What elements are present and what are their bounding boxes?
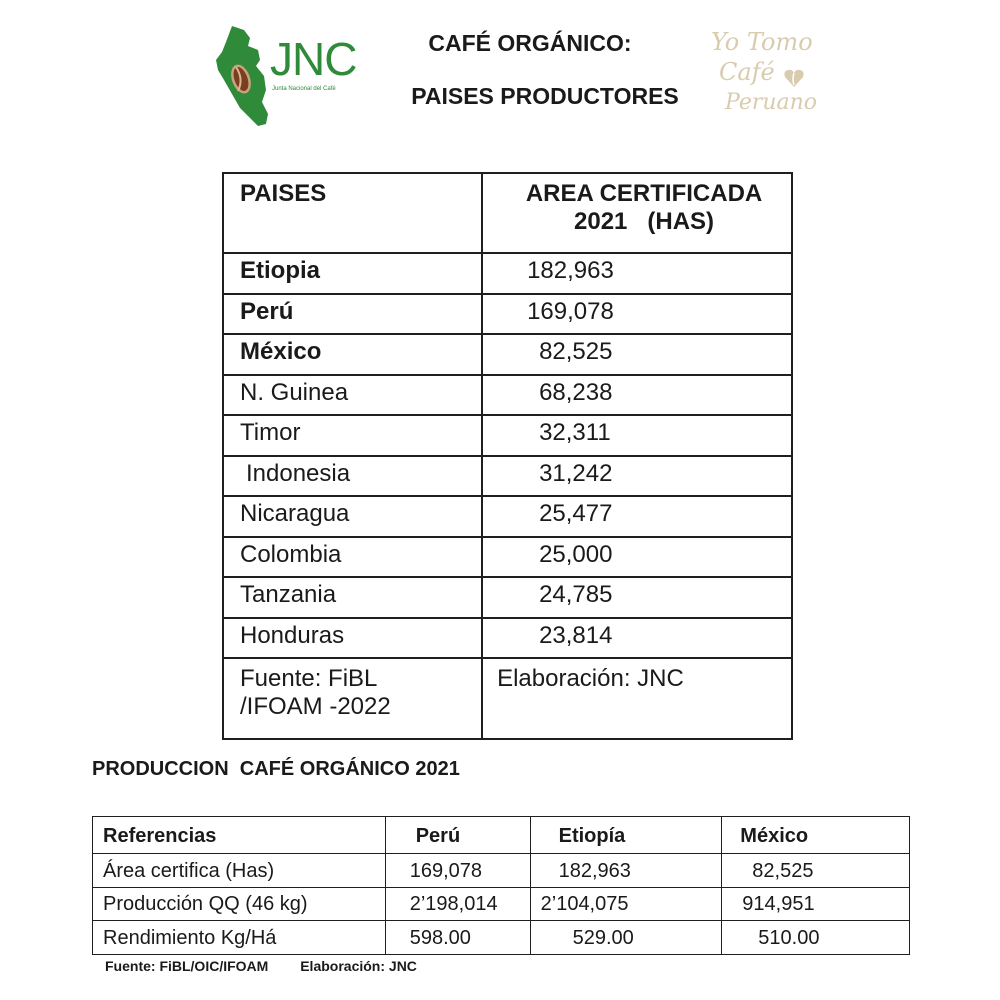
country-cell: Nicaragua — [223, 496, 482, 537]
logo-line-2: Café — [719, 58, 775, 86]
area-cell: 182,963 — [482, 253, 792, 294]
header-countries: PAISES — [223, 173, 482, 253]
peru-map-icon — [214, 24, 274, 128]
peru-value: 2’198,014 — [385, 887, 530, 921]
table-row — [93, 921, 910, 955]
table-footer-row — [223, 658, 792, 739]
country-cell: N. Guinea — [223, 375, 482, 416]
ethiopia-value: 182,963 — [530, 854, 722, 888]
table-row — [223, 618, 792, 659]
table-row — [223, 253, 792, 294]
area-cell: 25,000 — [482, 537, 792, 578]
coffee-bean-heart-icon — [783, 68, 805, 88]
area-cell: 24,785 — [482, 577, 792, 618]
table-row — [223, 334, 792, 375]
country-cell: México — [223, 334, 482, 375]
jnc-logo-subtitle: Junta Nacional del Café — [272, 86, 336, 92]
credit-cell: Elaboración: JNC — [482, 658, 792, 739]
area-cell: 82,525 — [482, 334, 792, 375]
header-mexico: México — [722, 817, 910, 854]
mexico-value: 914,951 — [722, 887, 910, 921]
footnote-source: Fuente: FiBL/OIC/IFOAM — [105, 958, 269, 974]
country-cell: Tanzania — [223, 577, 482, 618]
table-row — [223, 456, 792, 497]
logo-line-3: Peruano — [725, 90, 818, 115]
title-line-1: CAFÉ ORGÁNICO: — [428, 30, 632, 56]
ethiopia-value: 529.00 — [530, 921, 722, 955]
source-cell: Fuente: FiBL /IFOAM -2022 — [223, 658, 482, 739]
table-row — [223, 415, 792, 456]
country-cell: Indonesia — [223, 456, 482, 497]
header-ethiopia: Etiopía — [530, 817, 722, 854]
area-cell: 32,311 — [482, 415, 792, 456]
reference-cell: Área certifica (Has) — [93, 854, 386, 888]
area-cell: 169,078 — [482, 294, 792, 335]
area-cell: 25,477 — [482, 496, 792, 537]
production-title: PRODUCCION CAFÉ ORGÁNICO 2021 — [92, 758, 460, 780]
country-cell: Colombia — [223, 537, 482, 578]
jnc-logo — [214, 24, 364, 128]
table-row — [223, 577, 792, 618]
mexico-value: 510.00 — [722, 921, 910, 955]
country-cell: Perú — [223, 294, 482, 335]
country-cell: Etiopia — [223, 253, 482, 294]
table-row — [223, 375, 792, 416]
production-footnote — [105, 958, 417, 974]
table-header-row — [93, 817, 910, 854]
ethiopia-value: 2’104,075 — [530, 887, 722, 921]
area-cell: 23,814 — [482, 618, 792, 659]
table-row — [93, 854, 910, 888]
jnc-logo-text: JNC — [270, 33, 357, 85]
area-cell: 68,238 — [482, 375, 792, 416]
production-table — [92, 816, 910, 955]
logo-line-1: Yo Tomo — [711, 28, 813, 56]
header-references: Referencias — [93, 817, 386, 854]
countries-area-table — [222, 172, 793, 740]
table-row — [223, 537, 792, 578]
peru-value: 169,078 — [385, 854, 530, 888]
table-row — [223, 294, 792, 335]
country-cell: Honduras — [223, 618, 482, 659]
reference-cell: Rendimiento Kg/Há — [93, 921, 386, 955]
page-title — [380, 30, 710, 110]
area-cell: 31,242 — [482, 456, 792, 497]
header-certified-area: AREA CERTIFICADA 2021 (HAS) — [482, 173, 792, 253]
table-row — [93, 887, 910, 921]
table-row — [223, 496, 792, 537]
footnote-credit: Elaboración: JNC — [300, 958, 417, 974]
reference-cell: Producción QQ (46 kg) — [93, 887, 386, 921]
mexico-value: 82,525 — [722, 854, 910, 888]
country-cell: Timor — [223, 415, 482, 456]
title-line-2: PAISES PRODUCTORES — [411, 83, 679, 109]
header-peru: Perú — [385, 817, 530, 854]
table-header-row — [223, 173, 792, 253]
yo-tomo-cafe-peruano-logo — [705, 28, 818, 128]
peru-value: 598.00 — [385, 921, 530, 955]
